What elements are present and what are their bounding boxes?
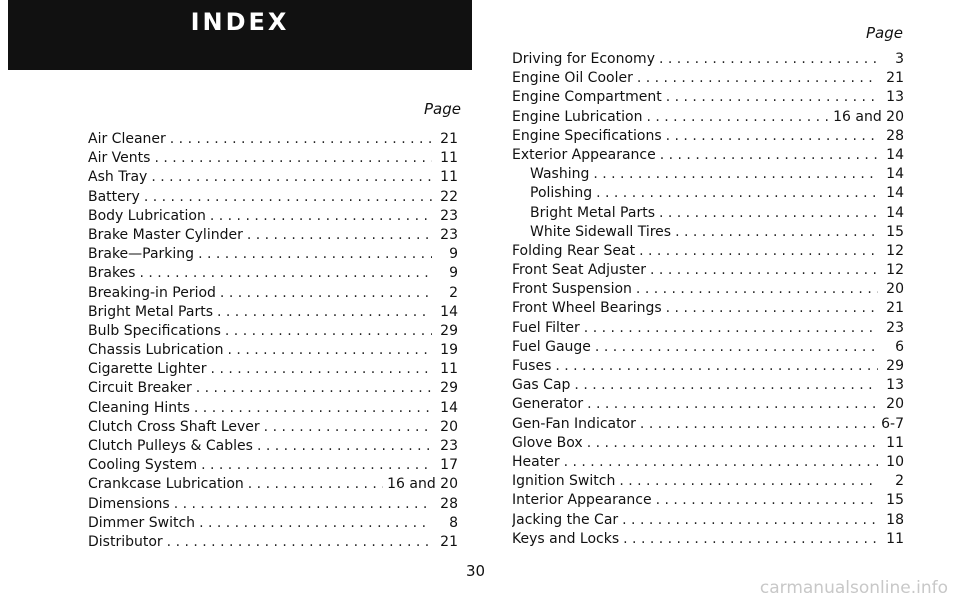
index-entry-name: Keys and Locks <box>512 530 620 547</box>
index-entry <box>512 319 904 338</box>
index-entry <box>88 245 458 264</box>
dot-leader <box>666 127 878 146</box>
index-entry <box>88 399 458 418</box>
index-entry-page: 12 <box>886 262 904 279</box>
index-entry <box>88 379 458 398</box>
index-entry <box>512 472 904 491</box>
index-entry-name: Circuit Breaker <box>88 380 192 397</box>
dot-leader <box>564 453 878 472</box>
index-entry-name: Washing <box>530 166 590 183</box>
index-entry <box>88 418 458 437</box>
index-entry <box>512 223 904 242</box>
index-entry <box>88 149 458 168</box>
index-entry <box>512 357 904 376</box>
index-entry <box>512 204 904 223</box>
index-entry <box>88 514 458 533</box>
index-entry-name: White Sidewall Tires <box>530 223 672 240</box>
index-entry-name: Glove Box <box>512 434 583 451</box>
index-entry-page: 21 <box>440 533 458 550</box>
index-entry-page: 8 <box>449 514 458 531</box>
page-number: 30 <box>466 562 486 580</box>
index-entry-page: 2 <box>449 284 458 301</box>
index-entry-page: 15 <box>886 223 904 240</box>
dot-leader <box>196 379 432 398</box>
index-entry-name: Cigarette Lighter <box>88 361 207 378</box>
dot-leader <box>622 511 878 530</box>
dot-leader <box>174 495 432 514</box>
index-entry-name: Body Lubrication <box>88 207 206 224</box>
index-entry-page: 21 <box>886 300 904 317</box>
right-page-heading: Page <box>866 24 903 42</box>
index-entry-name: Front Suspension <box>512 281 632 298</box>
index-banner <box>8 0 472 70</box>
index-entry <box>512 280 904 299</box>
index-entry <box>512 299 904 318</box>
index-entry-page: 29 <box>440 322 458 339</box>
index-entry <box>88 437 458 456</box>
dot-leader <box>217 303 432 322</box>
index-entry <box>512 491 904 510</box>
dot-leader <box>210 207 432 226</box>
dot-leader <box>646 108 829 127</box>
dot-leader <box>170 130 432 149</box>
index-entry-name: Exterior Appearance <box>512 146 656 163</box>
index-entry-page: 13 <box>886 89 904 106</box>
index-entry <box>512 50 904 69</box>
index-entry-name: Bulb Specifications <box>88 322 221 339</box>
dot-leader <box>154 149 432 168</box>
dot-leader <box>228 341 432 360</box>
index-entry-page: 29 <box>886 358 904 374</box>
dot-leader <box>675 223 878 242</box>
index-entry-page: 17 <box>440 457 458 474</box>
index-entry <box>88 341 458 360</box>
index-entry-name: Bright Metal Parts <box>530 204 655 221</box>
dot-leader <box>264 418 432 437</box>
index-entry <box>88 284 458 303</box>
dot-leader <box>593 165 878 184</box>
dot-leader <box>151 168 432 187</box>
dot-leader <box>211 360 432 379</box>
index-entry-page: 12 <box>886 242 904 259</box>
index-entry-name: Fuses <box>512 358 552 374</box>
index-entry <box>512 165 904 184</box>
index-entry <box>88 475 458 494</box>
index-entry-page: 28 <box>440 495 458 512</box>
index-entry-page: 3 <box>895 51 904 67</box>
index-entry <box>512 88 904 107</box>
dot-leader <box>584 319 878 338</box>
index-entry-page: 19 <box>440 342 458 359</box>
dot-leader <box>555 357 878 376</box>
index-entry <box>512 530 904 549</box>
dot-leader <box>595 338 878 357</box>
dot-leader <box>666 299 878 318</box>
index-entry-name: Brakes <box>88 265 136 282</box>
dot-leader <box>144 188 432 207</box>
dot-leader <box>220 284 432 303</box>
index-entry-page: 29 <box>440 380 458 397</box>
index-entry-name: Dimensions <box>88 495 170 512</box>
left-index-list <box>88 130 458 552</box>
dot-leader <box>637 69 878 88</box>
dot-leader <box>194 399 432 418</box>
watermark: carmanualsonline.info <box>759 578 948 598</box>
index-entry <box>512 453 904 472</box>
index-entry-name: Generator <box>512 396 584 413</box>
index-entry-page: 20 <box>886 396 904 413</box>
index-entry-name: Dimmer Switch <box>88 514 196 531</box>
dot-leader <box>666 88 878 107</box>
index-entry-name: Air Vents <box>88 150 151 167</box>
index-entry <box>512 395 904 414</box>
index-entry-name: Engine Lubrication <box>512 108 643 125</box>
index-entry-page: 18 <box>886 511 904 528</box>
index-entry <box>88 303 458 322</box>
index-entry-page: 22 <box>440 188 458 205</box>
dot-leader <box>659 204 878 223</box>
index-entry-page: 14 <box>886 204 904 221</box>
index-entry <box>88 188 458 207</box>
index-entry <box>512 69 904 88</box>
index-entry-page: 23 <box>886 319 904 336</box>
index-entry <box>512 511 904 530</box>
dot-leader <box>587 434 878 453</box>
index-entry-page: 20 <box>440 418 458 435</box>
index-entry-page: 15 <box>886 492 904 509</box>
index-entry-page: 14 <box>440 303 458 320</box>
index-entry <box>512 338 904 357</box>
index-entry-page: 11 <box>440 150 458 167</box>
index-entry-page: 13 <box>886 377 904 394</box>
index-entry-page: 21 <box>886 70 904 87</box>
left-index-column <box>88 130 458 552</box>
dot-leader <box>247 226 432 245</box>
dot-leader <box>574 376 878 395</box>
index-entry-page: 10 <box>886 453 904 470</box>
dot-leader <box>167 533 432 552</box>
index-entry-name: Distributor <box>88 533 163 550</box>
index-entry <box>512 184 904 203</box>
index-entry <box>512 108 904 127</box>
index-entry-name: Engine Oil Cooler <box>512 70 633 87</box>
index-entry-name: Clutch Cross Shaft Lever <box>88 418 260 435</box>
dot-leader <box>587 395 878 414</box>
index-entry-page: 21 <box>440 131 458 147</box>
dot-leader <box>636 280 878 299</box>
index-entry-name: Cleaning Hints <box>88 399 190 416</box>
index-entry-page: 9 <box>449 265 458 282</box>
dot-leader <box>660 146 878 165</box>
index-entry <box>88 456 458 475</box>
dot-leader <box>139 264 432 283</box>
dot-leader <box>656 491 878 510</box>
index-entry-name: Heater <box>512 453 560 470</box>
index-entry-page: 14 <box>886 185 904 202</box>
index-entry-name: Crankcase Lubrication <box>88 476 244 493</box>
index-entry-name: Polishing <box>530 185 593 202</box>
index-entry-page: 6 <box>895 338 904 355</box>
index-entry <box>88 264 458 283</box>
index-entry-page: 11 <box>440 361 458 378</box>
index-entry <box>512 242 904 261</box>
dot-leader <box>248 475 383 494</box>
index-entry <box>512 415 904 434</box>
index-entry-name: Engine Specifications <box>512 127 662 144</box>
index-entry-name: Interior Appearance <box>512 492 652 509</box>
dot-leader <box>199 514 432 533</box>
index-entry <box>88 130 458 149</box>
index-entry <box>512 434 904 453</box>
index-entry-name: Engine Compartment <box>512 89 662 106</box>
index-entry <box>88 495 458 514</box>
dot-leader <box>596 184 878 203</box>
index-entry-page: 11 <box>886 434 904 451</box>
index-entry <box>88 360 458 379</box>
index-entry-name: Front Seat Adjuster <box>512 262 647 279</box>
index-entry-page: 11 <box>440 169 458 186</box>
index-entry-name: Ash Tray <box>88 169 148 186</box>
dot-leader <box>225 322 432 341</box>
dot-leader <box>623 530 878 549</box>
index-entry <box>88 207 458 226</box>
dot-leader <box>639 242 878 261</box>
dot-leader <box>640 415 877 434</box>
index-entry-page: 11 <box>886 530 904 547</box>
index-entry-name: Air Cleaner <box>88 131 166 147</box>
index-entry-name: Front Wheel Bearings <box>512 300 662 317</box>
index-entry-page: 23 <box>440 207 458 224</box>
index-entry-page: 14 <box>440 399 458 416</box>
index-entry-name: Jacking the Car <box>512 511 619 528</box>
index-entry-name: Fuel Filter <box>512 319 580 336</box>
index-entry-name: Breaking-in Period <box>88 284 216 301</box>
index-entry-name: Folding Rear Seat <box>512 242 636 259</box>
index-entry-page: 16 and 20 <box>387 476 458 493</box>
index-entry-name: Battery <box>88 188 140 205</box>
dot-leader <box>198 245 432 264</box>
index-entry <box>88 533 458 552</box>
index-entry <box>88 168 458 187</box>
index-entry-name: Chassis Lubrication <box>88 342 224 359</box>
index-entry-name: Brake Master Cylinder <box>88 226 243 243</box>
index-entry-page: 9 <box>449 246 458 263</box>
right-index-list <box>512 50 904 549</box>
index-entry-page: 14 <box>886 166 904 183</box>
index-entry <box>512 127 904 146</box>
index-entry-page: 16 and 20 <box>833 108 904 125</box>
index-title: INDEX <box>190 8 290 36</box>
dot-leader <box>650 261 878 280</box>
index-entry-page: 14 <box>886 146 904 163</box>
index-entry-name: Ignition Switch <box>512 473 616 490</box>
index-entry <box>512 376 904 395</box>
index-entry-name: Gas Cap <box>512 377 571 394</box>
index-entry-name: Cooling System <box>88 457 198 474</box>
index-entry-name: Driving for Economy <box>512 51 655 67</box>
dot-leader <box>257 437 432 456</box>
index-entry-name: Bright Metal Parts <box>88 303 213 320</box>
dot-leader <box>201 456 432 475</box>
index-entry-page: 6-7 <box>881 415 904 432</box>
index-entry-page: 23 <box>440 226 458 243</box>
index-entry-name: Gen-Fan Indicator <box>512 415 636 432</box>
index-entry <box>512 261 904 280</box>
index-entry <box>88 322 458 341</box>
index-entry-page: 28 <box>886 127 904 144</box>
index-entry-name: Brake—Parking <box>88 246 195 263</box>
left-page-heading: Page <box>424 100 461 118</box>
index-entry-name: Fuel Gauge <box>512 338 591 355</box>
index-entry-page: 2 <box>895 473 904 490</box>
index-entry-name: Clutch Pulleys & Cables <box>88 438 253 454</box>
right-index-column <box>512 50 904 549</box>
index-entry-page: 23 <box>440 438 458 454</box>
index-entry <box>512 146 904 165</box>
index-entry <box>88 226 458 245</box>
dot-leader <box>659 50 878 69</box>
dot-leader <box>619 472 878 491</box>
index-entry-page: 20 <box>886 281 904 298</box>
